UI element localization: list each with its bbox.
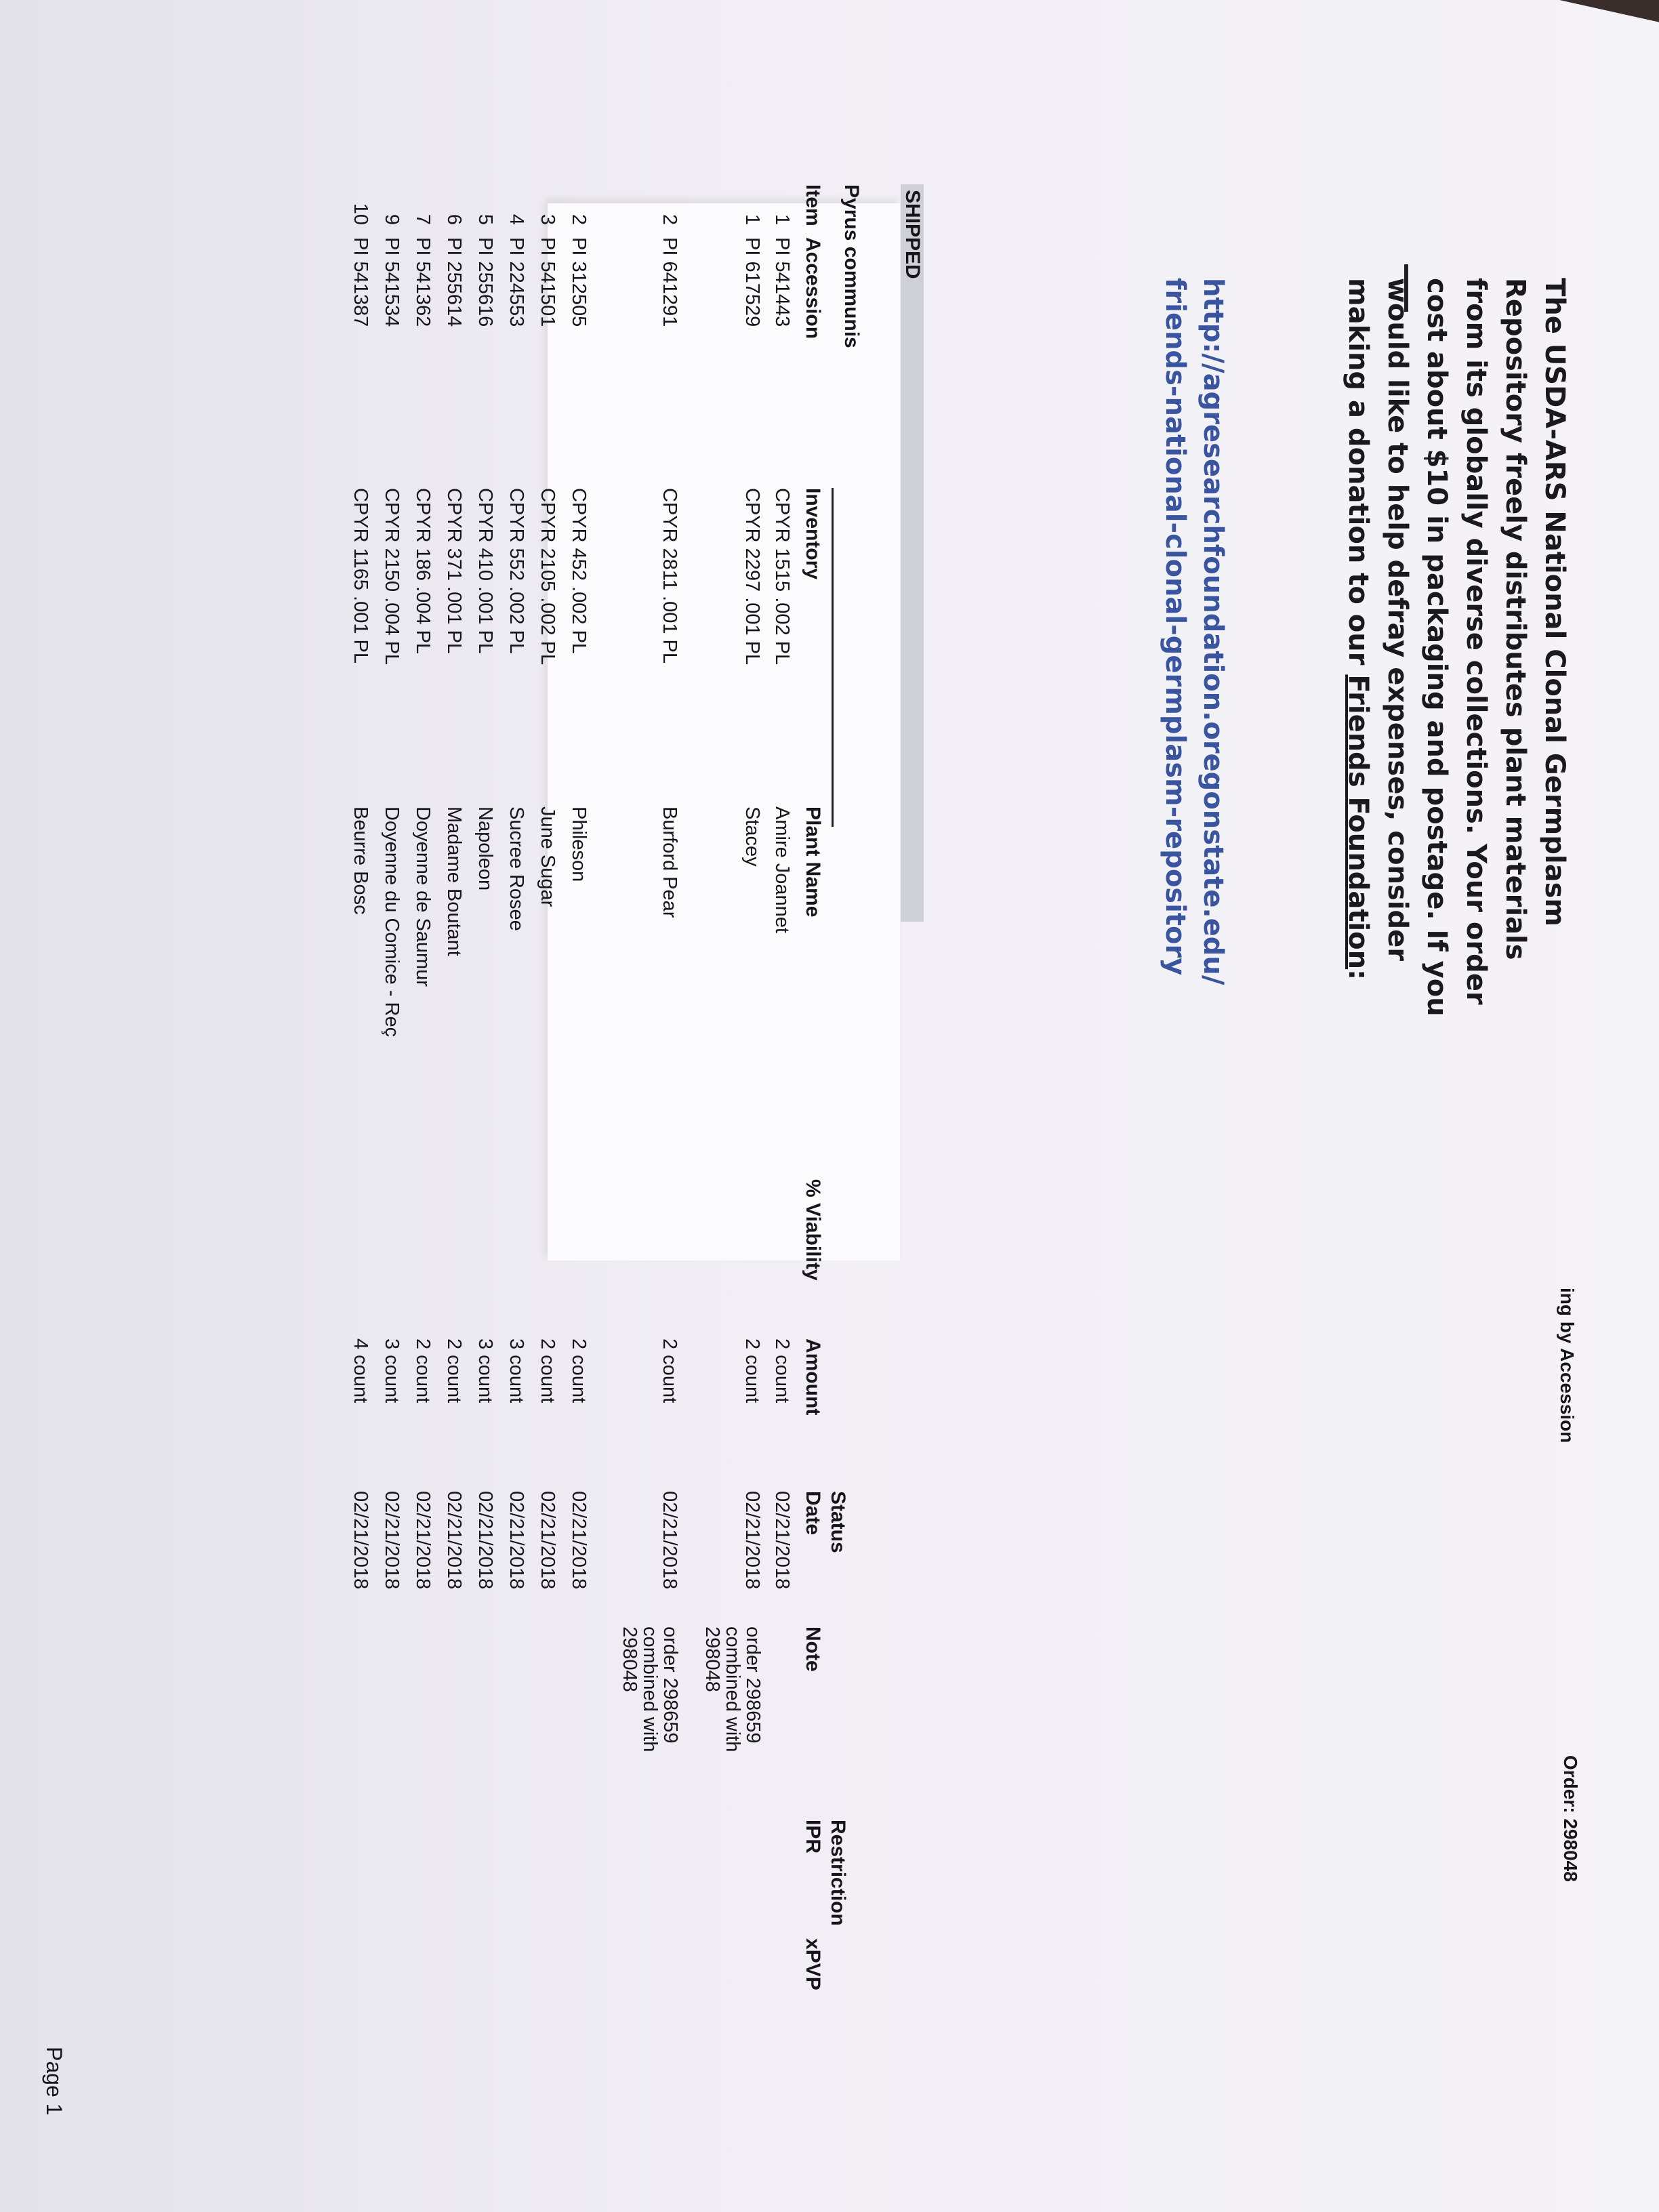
col-restriction-xpvp: xPVP (802, 1938, 824, 1990)
row-amount: 2 count (741, 1338, 763, 1404)
row-note: order 298659 combined with 298048 (619, 1626, 681, 1753)
row-accession: PI 541443 (771, 237, 793, 327)
donation-url-line-1[interactable]: http://agresearchfoundation.oregonstate.edu/ (1197, 278, 1229, 985)
report-title: ing by Accession (1557, 1288, 1578, 1443)
row-item: 1 (771, 213, 793, 225)
row-date: 02/21/2018 (771, 1491, 793, 1590)
row-amount: 2 count (771, 1338, 793, 1404)
row-accession: PI 312505 (568, 237, 590, 327)
row-accession: PI 224553 (506, 237, 527, 327)
row-item: 6 (443, 213, 465, 225)
notice-line-1: The USDA-ARS National Clonal Germplasm (1539, 278, 1570, 927)
row-item: 5 (474, 213, 496, 225)
row-accession: PI 617529 (741, 237, 763, 327)
row-amount: 4 count (350, 1338, 371, 1404)
row-item: 9 (381, 213, 403, 225)
row-plant-name: Stacey (741, 806, 763, 867)
row-item: 3 (537, 213, 558, 225)
row-date: 02/21/2018 (474, 1491, 496, 1590)
col-viability: % Viability (802, 1179, 824, 1281)
row-inventory: CPYR 186 .004 PL (412, 488, 434, 655)
col-inventory: Inventory (802, 488, 824, 580)
row-amount: 3 count (474, 1338, 496, 1404)
row-item: 2 (659, 213, 680, 225)
col-restriction-ipr: IPR (802, 1820, 824, 1854)
row-amount: 3 count (381, 1338, 403, 1404)
row-accession: PI 255616 (474, 237, 496, 327)
row-plant-name: Amire Joannet (771, 806, 793, 933)
row-plant-name: Napoleon (474, 806, 496, 891)
row-inventory: CPYR 452 .002 PL (568, 488, 590, 655)
col-plant-name: Plant Name (802, 806, 824, 918)
col-amount: Amount (802, 1338, 824, 1416)
order-number: Order: 298048 (1560, 1755, 1581, 1882)
row-inventory: CPYR 1515 .002 PL (771, 488, 793, 665)
notice-line-5: would like to help defray expenses, consider (1382, 278, 1413, 961)
notice-line-4: cost about $10 in packaging and postage. If you (1421, 278, 1452, 1017)
row-accession: PI 255614 (443, 237, 465, 327)
row-item: 2 (568, 213, 590, 225)
row-accession: PI 541501 (537, 237, 558, 327)
row-item: 7 (412, 213, 434, 225)
row-inventory: CPYR 410 .001 PL (474, 488, 496, 655)
row-inventory: CPYR 2297 .001 PL (741, 488, 763, 665)
row-inventory: CPYR 2150 .004 PL (381, 488, 403, 665)
row-date: 02/21/2018 (381, 1491, 403, 1590)
row-amount: 3 count (506, 1338, 527, 1404)
notice-line-6: making a donation to our Friends Foundation: (1343, 278, 1374, 981)
row-plant-name: Doyenne du Comice - Reç (381, 806, 403, 1038)
row-plant-name: Sucree Rosee (506, 806, 527, 931)
donation-url-line-2[interactable]: friends-national-clonal-germplasm-repository (1160, 278, 1191, 976)
row-amount: 2 count (659, 1338, 680, 1404)
row-plant-name: Burford Pear (659, 806, 680, 918)
col-note: Note (802, 1626, 824, 1672)
row-amount: 2 count (443, 1338, 465, 1404)
col-item: Item (802, 184, 824, 226)
row-inventory: CPYR 1165 .001 PL (350, 488, 371, 664)
row-date: 02/21/2018 (537, 1491, 558, 1590)
row-accession: PI 541387 (350, 237, 371, 327)
row-date: 02/21/2018 (443, 1491, 465, 1590)
row-date: 02/21/2018 (412, 1491, 434, 1590)
row-amount: 2 count (412, 1338, 434, 1404)
row-plant-name: Doyenne de Saumur (412, 806, 434, 987)
row-item: 1 (741, 213, 763, 225)
row-plant-name: Beurre Bosc (350, 806, 371, 915)
row-inventory: CPYR 2811 .001 PL (659, 488, 680, 664)
row-plant-name: June Sugar (537, 806, 558, 907)
row-date: 02/21/2018 (568, 1491, 590, 1590)
row-date: 02/21/2018 (350, 1491, 371, 1590)
row-amount: 2 count (568, 1338, 590, 1404)
row-inventory: CPYR 2105 .002 PL (537, 488, 558, 665)
species-underline (832, 488, 834, 827)
col-status-top: Status (827, 1491, 849, 1553)
col-status-date: Date (802, 1491, 824, 1536)
friends-foundation-link[interactable]: Friends Foundation (1343, 674, 1374, 970)
notice-line-3: from its globally diverse collections. Your order (1460, 278, 1492, 1005)
row-item: 4 (506, 213, 527, 225)
row-inventory: CPYR 552 .002 PL (506, 488, 527, 655)
donation-url[interactable] (1156, 278, 1232, 985)
shipped-label: SHIPPED (901, 184, 924, 922)
row-note: order 298659 combined with 298048 (701, 1626, 764, 1753)
row-amount: 2 count (537, 1338, 558, 1404)
row-date: 02/21/2018 (506, 1491, 527, 1590)
row-plant-name: Phileson (568, 806, 590, 882)
row-item: 10 (350, 203, 371, 225)
page-number: Page 1 (42, 2047, 66, 2116)
row-inventory: CPYR 371 .001 PL (443, 488, 465, 655)
donation-notice-text (1338, 278, 1574, 1294)
col-restriction-top: Restriction (827, 1820, 849, 1926)
row-plant-name: Madame Boutant (443, 806, 465, 956)
row-accession: PI 541534 (381, 237, 403, 327)
row-date: 02/21/2018 (659, 1491, 680, 1590)
species-name: Pyrus communis (840, 184, 863, 348)
row-accession: PI 541362 (412, 237, 434, 327)
donation-notice (548, 203, 900, 1261)
notice-line-2: Repository freely distributes plant materials (1500, 278, 1531, 960)
row-accession: PI 641291 (659, 237, 680, 327)
col-accession: Accession (802, 237, 824, 340)
row-date: 02/21/2018 (741, 1491, 763, 1590)
